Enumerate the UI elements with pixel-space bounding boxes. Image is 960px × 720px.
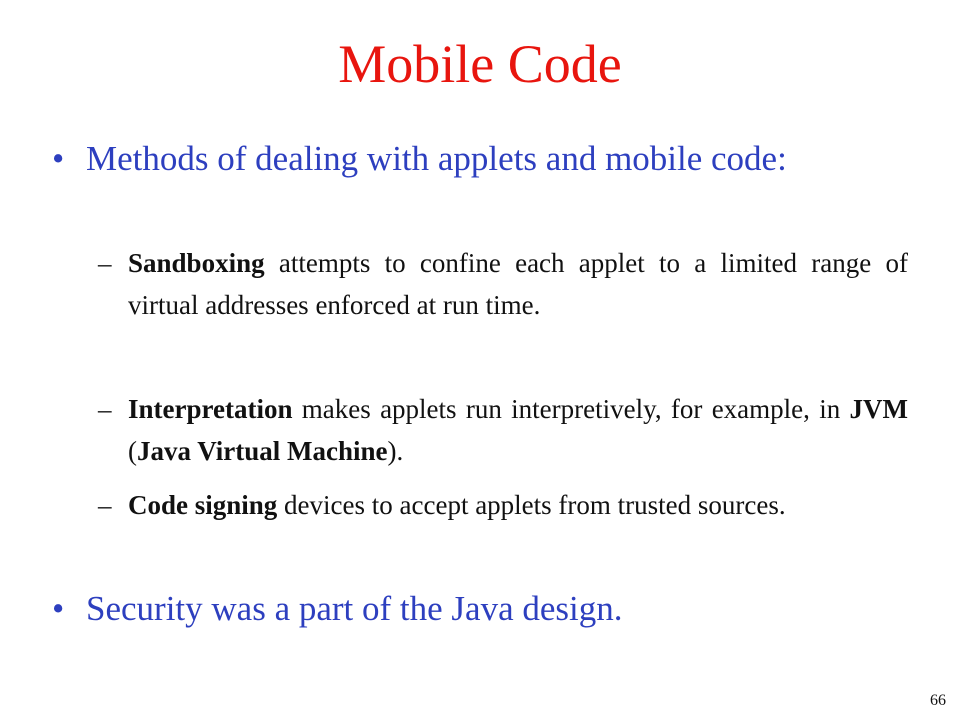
term-interpretation: Interpretation: [128, 394, 293, 424]
sub-bullet-rest: ).: [387, 436, 404, 466]
sub-bullet-rest: (: [128, 436, 137, 466]
term-jvm: JVM: [849, 394, 908, 424]
sub-bullet-interpretation: [98, 388, 908, 472]
sub-bullet-dash-icon: –: [98, 248, 112, 278]
bullet-dot-icon: •: [52, 589, 65, 628]
sub-bullet-dash-icon: –: [98, 394, 112, 424]
sub-bullet-text: [128, 484, 908, 526]
bullet-dot-icon: •: [52, 139, 65, 178]
bullet-text: Methods of dealing with applets and mobile code:: [86, 139, 787, 178]
term-java-virtual-machine: Java Virtual Machine: [137, 436, 388, 466]
sub-bullet-rest: devices to accept applets from trusted sources.: [277, 490, 786, 520]
sub-bullet-dash-icon: –: [98, 490, 112, 520]
bullet-item-security: [52, 586, 882, 632]
term-sandboxing: Sandboxing: [128, 248, 265, 278]
bullet-text: Security was a part of the Java design.: [86, 589, 623, 628]
sub-bullet-rest: attempts to confine each applet to a limited range of virtual addresses enforced at run time.: [128, 248, 908, 320]
bullet-item-methods: [52, 136, 882, 182]
slide-title: Mobile Code: [338, 34, 622, 94]
sub-bullet-rest: makes applets run interpretively, for example, in: [292, 394, 850, 424]
sub-bullet-text: [128, 242, 908, 326]
sub-bullet-text: [128, 388, 908, 472]
sub-bullet-code-signing: [98, 484, 908, 526]
page-number: 66: [930, 692, 946, 709]
term-code-signing: Code signing: [128, 490, 278, 520]
sub-bullet-sandboxing: [98, 242, 908, 326]
